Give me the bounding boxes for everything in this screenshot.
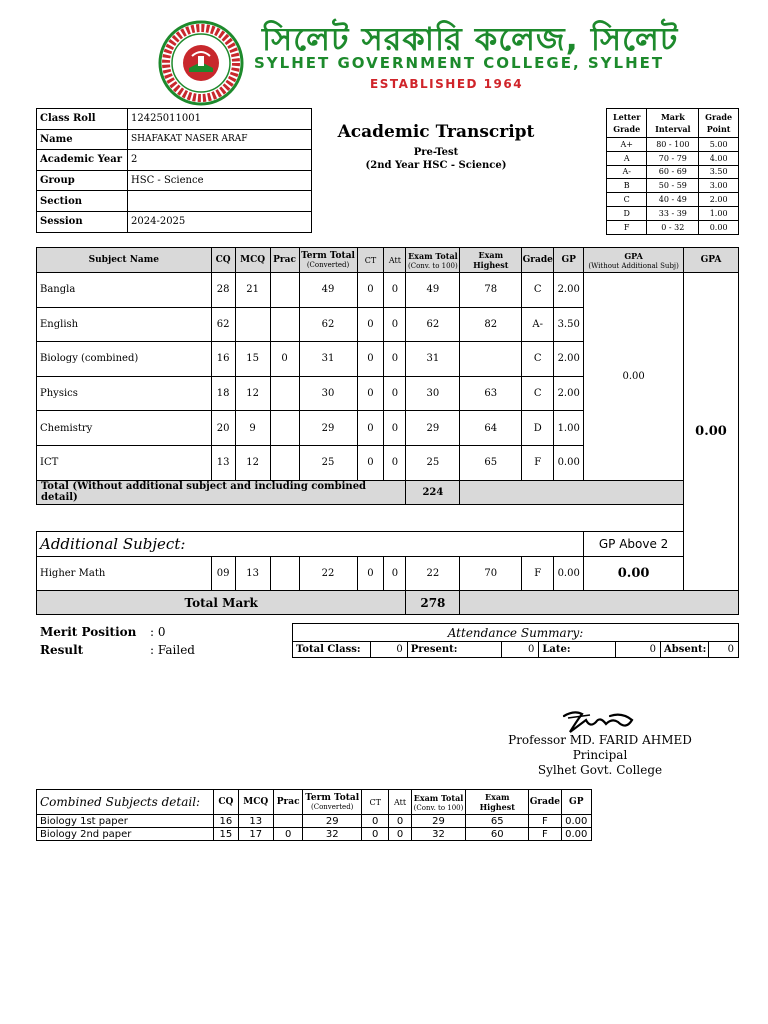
mcq: 13 <box>235 556 270 591</box>
combined-subjects-table <box>36 789 592 841</box>
prac <box>270 445 299 480</box>
ct: 0 <box>357 411 384 446</box>
info-value: SHAFAKAT NASER ARAF <box>128 129 312 150</box>
college-name-bangla: সিলেট সরকারি কলেজ, সিলেট <box>262 20 679 58</box>
exam-total: 32 <box>411 828 466 841</box>
term-total: 29 <box>303 815 362 828</box>
scale-point: 4.00 <box>699 151 739 165</box>
scale-interval: 33 - 39 <box>647 206 699 220</box>
scale-point: 2.00 <box>699 193 739 207</box>
mcq: 12 <box>235 445 270 480</box>
grade: C <box>522 342 554 377</box>
info-label: Section <box>37 191 128 212</box>
col-highest: Exam Highest <box>466 790 529 815</box>
col-gpa-wo-note: (Without Additional Subj) <box>588 261 679 270</box>
col-grade: Grade <box>522 248 554 273</box>
info-row <box>37 150 312 171</box>
scale-point: 1.00 <box>699 206 739 220</box>
info-row <box>37 211 312 232</box>
scale-row <box>607 138 739 152</box>
exam-highest: 65 <box>460 445 522 480</box>
total-mark-value: 278 <box>406 591 460 615</box>
result-label: Result <box>40 643 84 657</box>
mcq: 9 <box>235 411 270 446</box>
subject-name: Biology (combined) <box>37 342 212 377</box>
late-value: 0 <box>616 642 661 658</box>
att: 0 <box>384 445 406 480</box>
ct: 0 <box>357 307 384 342</box>
col-gpa-wo-label: GPA <box>624 250 643 261</box>
col-exam-total-note: (Conv. to 100) <box>413 803 464 812</box>
scale-grade: A- <box>607 165 647 179</box>
mcq <box>235 307 270 342</box>
term-total: 49 <box>299 273 357 308</box>
info-label: Academic Year <box>37 150 128 171</box>
exam-total: 29 <box>406 411 460 446</box>
ct: 0 <box>357 273 384 308</box>
scale-header-text: Grade <box>705 112 733 122</box>
signatory-institution: Sylhet Govt. College <box>537 763 663 777</box>
table-row <box>37 556 739 591</box>
total-mark-filler <box>460 591 739 615</box>
col-exam-total-note: (Conv. to 100) <box>408 261 458 270</box>
spacer-row <box>37 504 739 531</box>
col-gpa: GPA <box>683 248 738 273</box>
scale-header-text: Mark <box>660 112 685 122</box>
additional-label: Additional Subject: <box>37 531 584 556</box>
scale-interval: 40 - 49 <box>647 193 699 207</box>
mcq: 13 <box>238 815 273 828</box>
grade: F <box>522 556 554 591</box>
col-gp: GP <box>561 790 591 815</box>
scale-row <box>607 206 739 220</box>
scale-row <box>607 220 739 234</box>
gp: 3.50 <box>554 307 584 342</box>
results-header-row <box>37 248 739 273</box>
scale-header-interval <box>647 109 699 138</box>
scale-grade: C <box>607 193 647 207</box>
attendance-title: Attendance Summary: <box>293 624 739 642</box>
exam-total: 25 <box>406 445 460 480</box>
col-subject: Subject Name <box>37 248 212 273</box>
info-row <box>37 129 312 150</box>
total-value: 224 <box>406 480 460 504</box>
gp: 0.00 <box>561 815 591 828</box>
col-exam-total-label: Exam Total <box>408 250 458 261</box>
col-cq: CQ <box>211 248 235 273</box>
term-total: 31 <box>299 342 357 377</box>
mcq: 17 <box>238 828 273 841</box>
scale-grade: F <box>607 220 647 234</box>
cq: 09 <box>211 556 235 591</box>
col-mcq: MCQ <box>238 790 273 815</box>
info-row <box>37 170 312 191</box>
col-gpa-without-additional <box>584 248 684 273</box>
grade: F <box>529 828 561 841</box>
absent-value: 0 <box>709 642 739 658</box>
col-term-total-label: Term Total <box>305 793 360 803</box>
total-mark-row <box>37 591 739 615</box>
exam-level: (2nd Year HSC - Science) <box>365 160 507 171</box>
scale-header-point <box>699 109 739 138</box>
subject-name: Chemistry <box>37 411 212 446</box>
grade-scale-table <box>606 108 739 235</box>
scale-interval: 70 - 79 <box>647 151 699 165</box>
results-table <box>36 247 739 615</box>
gp-above-value: 0.00 <box>584 556 684 591</box>
info-row <box>37 191 312 212</box>
total-row <box>37 480 739 504</box>
info-label: Name <box>37 129 128 150</box>
subject-name: ICT <box>37 445 212 480</box>
col-ct: CT <box>357 248 384 273</box>
total-class-label: Total Class: <box>293 642 371 658</box>
subject-name: Biology 2nd paper <box>37 828 214 841</box>
cq: 20 <box>211 411 235 446</box>
gp: 0.00 <box>561 828 591 841</box>
scale-header-text: Interval <box>655 124 691 134</box>
combined-header-row <box>37 790 592 815</box>
combined-title: Combined Subjects detail: <box>37 790 214 815</box>
prac <box>270 556 299 591</box>
mcq: 15 <box>235 342 270 377</box>
subject-name: Physics <box>37 376 212 411</box>
col-ct: CT <box>362 790 389 815</box>
established-year: ESTABLISHED 1964 <box>370 77 524 91</box>
prac <box>270 273 299 308</box>
exam-highest: 82 <box>460 307 522 342</box>
exam-highest: 65 <box>466 815 529 828</box>
prac: 0 <box>273 828 302 841</box>
term-total: 32 <box>303 828 362 841</box>
college-name-english: SYLHET GOVERNMENT COLLEGE, SYLHET <box>254 54 665 72</box>
late-label: Late: <box>539 642 616 658</box>
scale-header-text: Point <box>706 124 731 134</box>
gp: 0.00 <box>554 445 584 480</box>
gpa-value: 0.00 <box>683 273 738 591</box>
scale-header-text: Grade <box>613 124 641 134</box>
gpa-without-additional: 0.00 <box>584 273 684 481</box>
prac <box>270 307 299 342</box>
prac <box>270 376 299 411</box>
scale-grade: A <box>607 151 647 165</box>
present-label: Present: <box>407 642 501 658</box>
cq: 62 <box>211 307 235 342</box>
cq: 28 <box>211 273 235 308</box>
scale-point: 5.00 <box>699 138 739 152</box>
gp: 2.00 <box>554 376 584 411</box>
signatory-name: Professor MD. FARID AHMED <box>508 733 692 747</box>
scale-header-text: Letter <box>613 112 641 122</box>
exam-total: 31 <box>406 342 460 377</box>
scale-grade: A+ <box>607 138 647 152</box>
col-exam-total-label: Exam Total <box>413 792 464 803</box>
gp: 2.00 <box>554 342 584 377</box>
col-highest: Exam Highest <box>460 248 522 273</box>
info-label: Group <box>37 170 128 191</box>
scale-point: 3.00 <box>699 179 739 193</box>
exam-highest: 78 <box>460 273 522 308</box>
info-value: 2024-2025 <box>128 211 312 232</box>
gp: 2.00 <box>554 273 584 308</box>
mcq: 12 <box>235 376 270 411</box>
additional-header-row <box>37 531 739 556</box>
att: 0 <box>384 273 406 308</box>
gp: 0.00 <box>554 556 584 591</box>
grade: F <box>522 445 554 480</box>
exam-name: Pre-Test <box>413 147 459 158</box>
col-term-total <box>299 248 357 273</box>
cq: 18 <box>211 376 235 411</box>
scale-row <box>607 193 739 207</box>
subject-name: Biology 1st paper <box>37 815 214 828</box>
total-mark-label: Total Mark <box>37 591 406 615</box>
attendance-table <box>292 623 739 658</box>
total-filler <box>460 480 684 504</box>
merit-label: Merit Position <box>40 625 137 639</box>
ct: 0 <box>357 445 384 480</box>
grade: F <box>529 815 561 828</box>
att: 0 <box>384 376 406 411</box>
present-value: 0 <box>501 642 539 658</box>
col-cq: CQ <box>214 790 238 815</box>
att: 0 <box>384 342 406 377</box>
ct: 0 <box>357 556 384 591</box>
col-grade: Grade <box>529 790 561 815</box>
info-label: Session <box>37 211 128 232</box>
scale-interval: 80 - 100 <box>647 138 699 152</box>
col-prac: Prac <box>273 790 302 815</box>
signatory-block <box>500 733 700 778</box>
college-logo <box>158 20 244 106</box>
cq: 13 <box>211 445 235 480</box>
scale-interval: 60 - 69 <box>647 165 699 179</box>
page-title: Academic Transcript <box>337 122 535 142</box>
scale-grade: D <box>607 206 647 220</box>
col-att: Att <box>384 248 406 273</box>
table-row <box>37 815 592 828</box>
ct: 0 <box>362 828 389 841</box>
att: 0 <box>384 307 406 342</box>
exam-highest: 63 <box>460 376 522 411</box>
col-term-total <box>303 790 362 815</box>
info-value: 12425011001 <box>128 109 312 130</box>
subject-name: Bangla <box>37 273 212 308</box>
signatory-designation: Principal <box>572 748 628 762</box>
info-value: HSC - Science <box>128 170 312 191</box>
exam-total: 22 <box>406 556 460 591</box>
col-term-total-label: Term Total <box>301 251 355 261</box>
scale-grade: B <box>607 179 647 193</box>
exam-highest: 64 <box>460 411 522 446</box>
ct: 0 <box>362 815 389 828</box>
col-prac: Prac <box>270 248 299 273</box>
merit-value: : 0 <box>150 625 166 639</box>
mcq: 21 <box>235 273 270 308</box>
student-info-table <box>36 108 312 233</box>
ct: 0 <box>357 376 384 411</box>
grade: D <box>522 411 554 446</box>
term-total: 30 <box>299 376 357 411</box>
col-exam-total <box>411 790 466 815</box>
att: 0 <box>384 411 406 446</box>
cq: 16 <box>211 342 235 377</box>
cq: 16 <box>214 815 238 828</box>
scale-row <box>607 151 739 165</box>
attendance-values-row <box>293 642 739 658</box>
att: 0 <box>384 556 406 591</box>
exam-highest: 60 <box>466 828 529 841</box>
subject-name: English <box>37 307 212 342</box>
scale-row <box>607 179 739 193</box>
info-value <box>128 191 312 212</box>
exam-total: 62 <box>406 307 460 342</box>
grade: C <box>522 376 554 411</box>
col-term-total-note: (Converted) <box>310 803 354 811</box>
gp-above-label: GP Above 2 <box>584 531 684 556</box>
prac: 0 <box>270 342 299 377</box>
col-exam-total <box>406 248 460 273</box>
scale-row <box>607 165 739 179</box>
scale-interval: 50 - 59 <box>647 179 699 193</box>
term-total: 22 <box>299 556 357 591</box>
col-mcq: MCQ <box>235 248 270 273</box>
exam-total: 29 <box>411 815 466 828</box>
gp: 1.00 <box>554 411 584 446</box>
grade: A- <box>522 307 554 342</box>
exam-highest <box>460 342 522 377</box>
term-total: 62 <box>299 307 357 342</box>
total-label: Total (Without additional subject and including combined detail) <box>37 480 406 504</box>
scale-point: 3.50 <box>699 165 739 179</box>
total-class-value: 0 <box>370 642 407 658</box>
grade: C <box>522 273 554 308</box>
attendance-title-row <box>293 624 739 642</box>
term-total: 25 <box>299 445 357 480</box>
result-value: : Failed <box>150 643 195 657</box>
info-row <box>37 109 312 130</box>
col-gp: GP <box>554 248 584 273</box>
col-att: Att <box>389 790 411 815</box>
info-value: 2 <box>128 150 312 171</box>
exam-total: 49 <box>406 273 460 308</box>
exam-highest: 70 <box>460 556 522 591</box>
scale-interval: 0 - 32 <box>647 220 699 234</box>
cq: 15 <box>214 828 238 841</box>
exam-total: 30 <box>406 376 460 411</box>
absent-label: Absent: <box>661 642 709 658</box>
info-label: Class Roll <box>37 109 128 130</box>
scale-point: 0.00 <box>699 220 739 234</box>
scale-header-grade <box>607 109 647 138</box>
subject-name: Higher Math <box>37 556 212 591</box>
col-term-total-note: (Converted) <box>306 261 350 269</box>
att: 0 <box>389 828 411 841</box>
table-row <box>37 273 739 308</box>
term-total: 29 <box>299 411 357 446</box>
prac <box>273 815 302 828</box>
table-row <box>37 828 592 841</box>
spacer <box>37 504 684 531</box>
prac <box>270 411 299 446</box>
att: 0 <box>389 815 411 828</box>
ct: 0 <box>357 342 384 377</box>
